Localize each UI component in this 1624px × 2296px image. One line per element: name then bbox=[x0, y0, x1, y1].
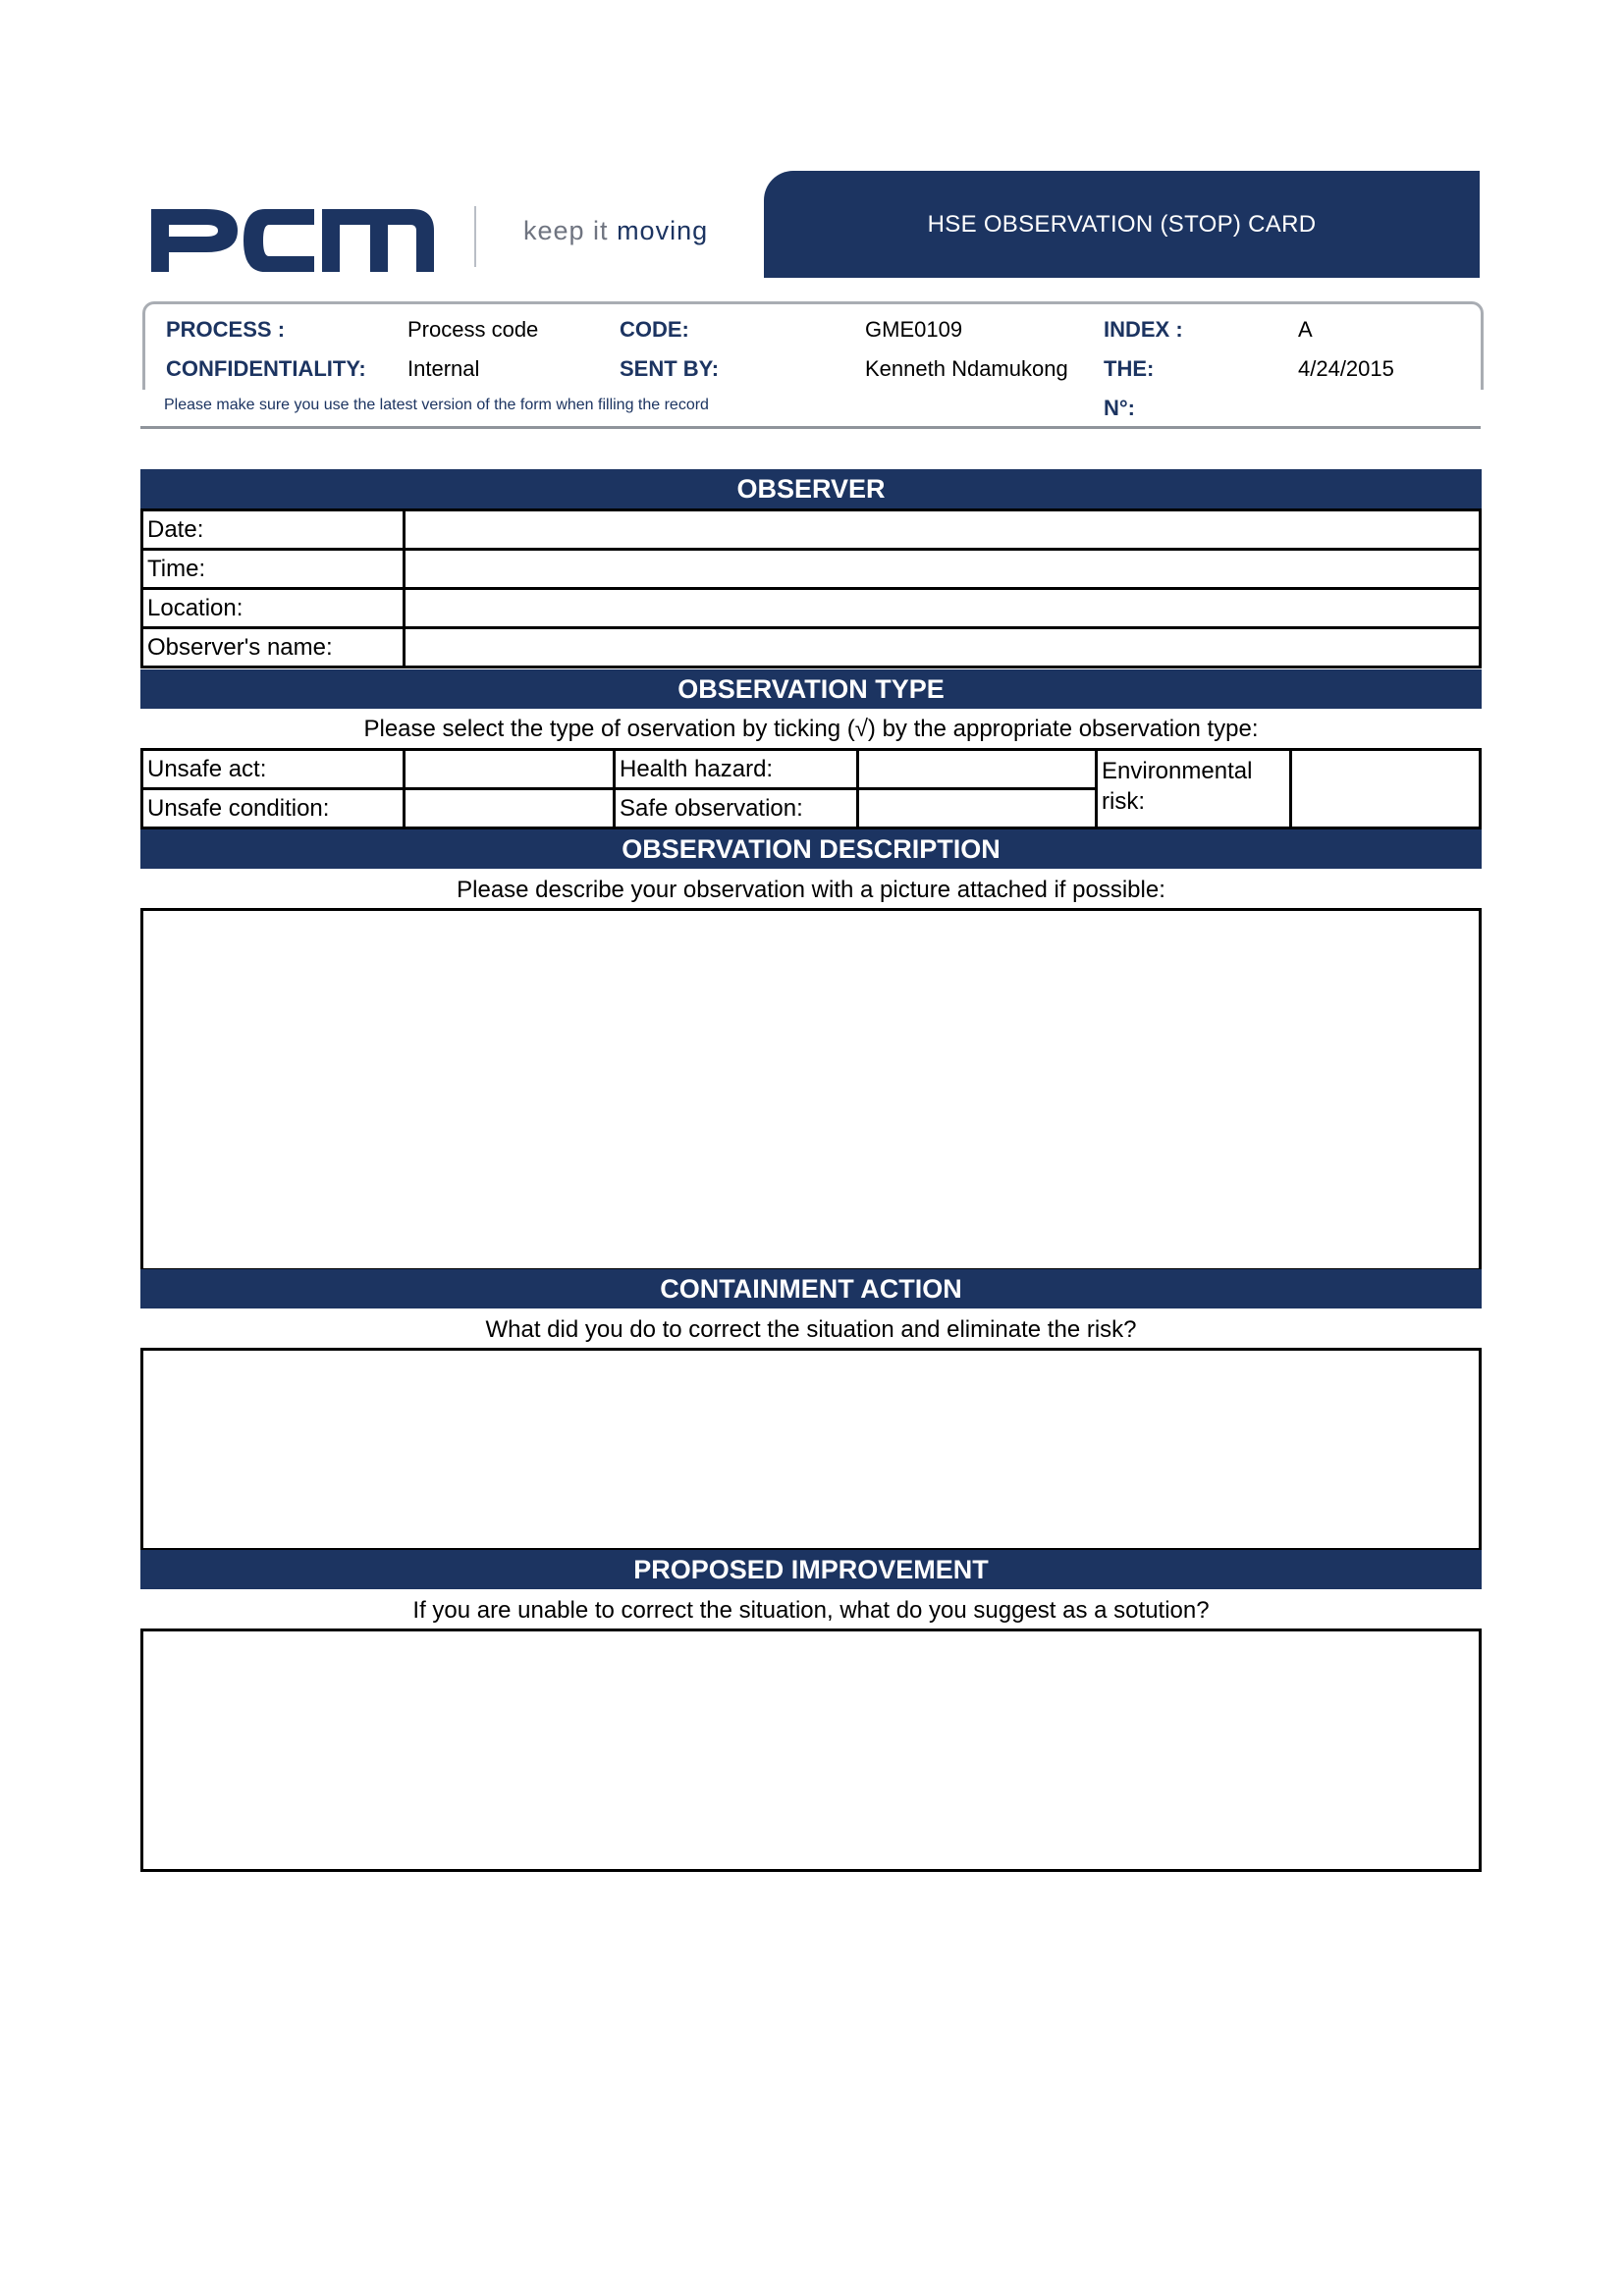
health-hazard-label: Health hazard: bbox=[613, 748, 859, 790]
observer-location-field[interactable] bbox=[403, 587, 1482, 629]
process-label: PROCESS : bbox=[166, 317, 286, 342]
unsafe-condition-tick[interactable] bbox=[403, 787, 616, 829]
containment-section-title: CONTAINMENT ACTION bbox=[140, 1269, 1482, 1308]
number-label: N°: bbox=[1104, 396, 1136, 420]
unsafe-act-tick[interactable] bbox=[403, 748, 616, 790]
version-note: Please make sure you use the latest version of the form when filling the record bbox=[164, 397, 709, 413]
date-value: 4/24/2015 bbox=[1298, 356, 1394, 381]
sent-by-value: Kenneth Ndamukong bbox=[865, 356, 1068, 381]
observer-date-label: Date: bbox=[140, 508, 406, 551]
unsafe-act-label: Unsafe act: bbox=[140, 748, 406, 790]
description-instruction: Please describe your observation with a picture attached if possible: bbox=[457, 877, 1165, 903]
confidentiality-value: Internal bbox=[407, 356, 480, 381]
health-hazard-tick[interactable] bbox=[856, 748, 1098, 790]
improvement-textarea[interactable] bbox=[140, 1629, 1482, 1872]
observation-type-instruction: Please select the type of oservation by ticking (√) by the appropriate observation type: bbox=[363, 716, 1259, 742]
tagline: keep it moving bbox=[523, 216, 709, 245]
card-title: HSE OBSERVATION (STOP) CARD bbox=[764, 171, 1480, 278]
improvement-instruction: If you are unable to correct the situation, what do you suggest as a sotution? bbox=[412, 1597, 1210, 1624]
safe-observation-tick[interactable] bbox=[856, 787, 1098, 829]
observer-date-field[interactable] bbox=[403, 508, 1482, 551]
description-textarea[interactable] bbox=[140, 908, 1482, 1271]
logo-divider bbox=[474, 206, 476, 267]
code-label: CODE: bbox=[620, 317, 689, 342]
index-value: A bbox=[1298, 317, 1313, 342]
observer-name-label: Observer's name: bbox=[140, 626, 406, 668]
environmental-risk-tick[interactable] bbox=[1289, 748, 1482, 829]
safe-observation-label: Safe observation: bbox=[613, 787, 859, 829]
pcm-logo bbox=[147, 201, 442, 280]
header-rule bbox=[140, 426, 1481, 429]
description-section-title: OBSERVATION DESCRIPTION bbox=[140, 829, 1482, 869]
observer-time-field[interactable] bbox=[403, 548, 1482, 590]
sent-by-label: SENT BY: bbox=[620, 356, 720, 381]
index-label: INDEX : bbox=[1104, 317, 1183, 342]
unsafe-condition-label: Unsafe condition: bbox=[140, 787, 406, 829]
observer-time-label: Time: bbox=[140, 548, 406, 590]
containment-instruction: What did you do to correct the situation and eliminate the risk? bbox=[485, 1316, 1137, 1343]
code-value: GME0109 bbox=[865, 317, 963, 342]
date-label: THE: bbox=[1104, 356, 1155, 381]
environmental-risk-label: Environmental risk: bbox=[1095, 748, 1292, 829]
containment-textarea[interactable] bbox=[140, 1348, 1482, 1551]
confidentiality-label: CONFIDENTIALITY: bbox=[166, 356, 366, 381]
observer-name-field[interactable] bbox=[403, 626, 1482, 668]
observer-location-label: Location: bbox=[140, 587, 406, 629]
observer-section-title: OBSERVER bbox=[140, 469, 1482, 508]
process-value: Process code bbox=[407, 317, 539, 342]
observation-type-section-title: OBSERVATION TYPE bbox=[140, 669, 1482, 709]
improvement-section-title: PROPOSED IMPROVEMENT bbox=[140, 1550, 1482, 1589]
